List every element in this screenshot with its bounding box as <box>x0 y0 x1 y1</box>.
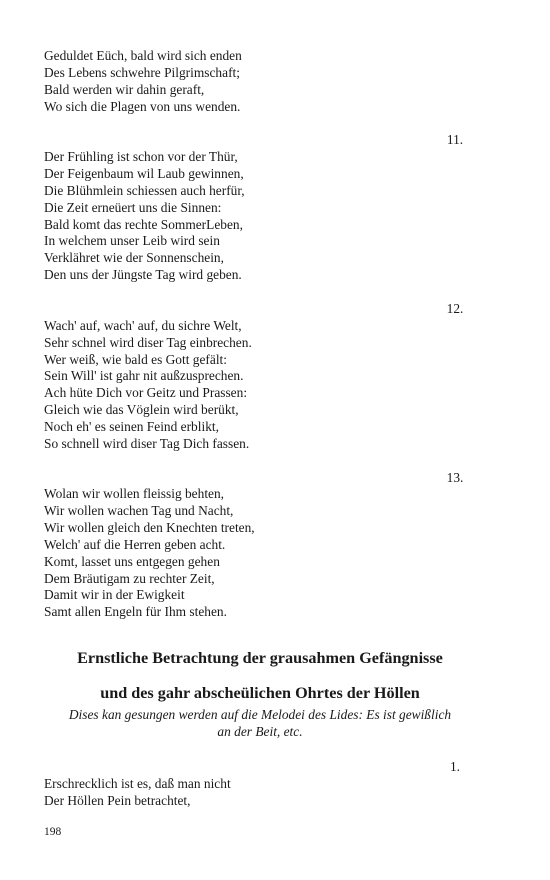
verse-line: Bald werden wir dahin geraft, <box>44 81 205 97</box>
verse-line: Sein Will' ist gahr nit außzusprechen. <box>44 368 244 384</box>
verse-line: Damit wir in der Ewigkeit <box>44 587 185 603</box>
verse-line: In welchem unser Leib wird sein <box>44 233 220 249</box>
stanza-11 <box>44 149 509 284</box>
verse-line: Der Frühling ist schon vor der Thür, <box>44 149 238 165</box>
verse-line: Den uns der Jüngste Tag wird geben. <box>44 267 242 283</box>
verse-line: Geduldet Eüch, bald wird sich enden <box>44 48 242 63</box>
stanza-number: 11. <box>446 132 464 148</box>
melody-note-line-2: an der Beit, etc. <box>217 724 303 740</box>
verse-line: Wir wollen wachen Tag und Nacht, <box>44 503 234 519</box>
verse-line: Der Feigenbaum wil Laub gewinnen, <box>44 166 244 182</box>
verse-line: Ach hüte Dich vor Geitz und Prassen: <box>44 385 248 401</box>
verse-line: Komt, lasset uns entgegen gehen <box>44 553 220 569</box>
verse-line: Die Blühmlein schiessen auch herfür, <box>44 182 245 198</box>
verse-line: Wer weiß, wie bald es Gott gefält: <box>44 351 227 367</box>
verse-line: Dem Bräutigam zu rechter Zeit, <box>44 570 215 586</box>
verse-line: Sehr schnel wird diser Tag einbrechen. <box>44 334 252 350</box>
verse-line: Welch' auf die Herren geben acht. <box>44 536 226 552</box>
verse-line: Wach' auf, wach' auf, du sichre Welt, <box>44 317 242 333</box>
verse-line: So schnell wird diser Tag Dich fassen. <box>44 435 250 451</box>
section-heading-line-2: und des gahr abscheülichen Ohrtes der Höllen <box>100 684 420 703</box>
verse-line: Der Höllen Pein betrachtet, <box>44 792 191 808</box>
stanza-12 <box>44 318 509 453</box>
verse-line: Die Zeit erneüert uns die Sinnen: <box>44 199 222 215</box>
verse-line: Wolan wir wollen fleissig behten, <box>44 486 225 502</box>
verse-line: Des Lebens schwehre Pilgrimschaft; <box>44 64 240 80</box>
stanza-number: 1. <box>449 759 461 775</box>
verse-line: Samt allen Engeln für Ihm stehen. <box>44 604 227 620</box>
stanza-1 <box>44 776 509 810</box>
verse-line: Gleich wie das Vöglein wird berükt, <box>44 402 239 418</box>
stanza-number: 13. <box>446 469 464 485</box>
verse-line: Bald komt das rechte SommerLeben, <box>44 216 243 232</box>
stanza-10-end <box>44 48 509 115</box>
stanza-number: 12. <box>446 300 464 316</box>
melody-note-line-1: Dises kan gesungen werden auf die Melodei des Lides: Es ist gewißlich <box>68 707 452 723</box>
verse-line: Wir wollen gleich den Knechten treten, <box>44 520 255 536</box>
verse-line: Noch eh' es seinen Feind erblikt, <box>44 418 219 434</box>
page-body <box>44 48 509 810</box>
stanza-13 <box>44 486 509 621</box>
verse-line: Verklähret wie der Sonnenschein, <box>44 250 224 266</box>
verse-line: Erschrecklich ist es, daß man nicht <box>44 776 231 791</box>
verse-line: Wo sich die Plagen von uns wenden. <box>44 98 241 114</box>
page-number: 198 <box>44 826 62 838</box>
section-heading-line-1: Ernstliche Betrachtung der grausahmen Gefängnisse <box>77 649 443 668</box>
